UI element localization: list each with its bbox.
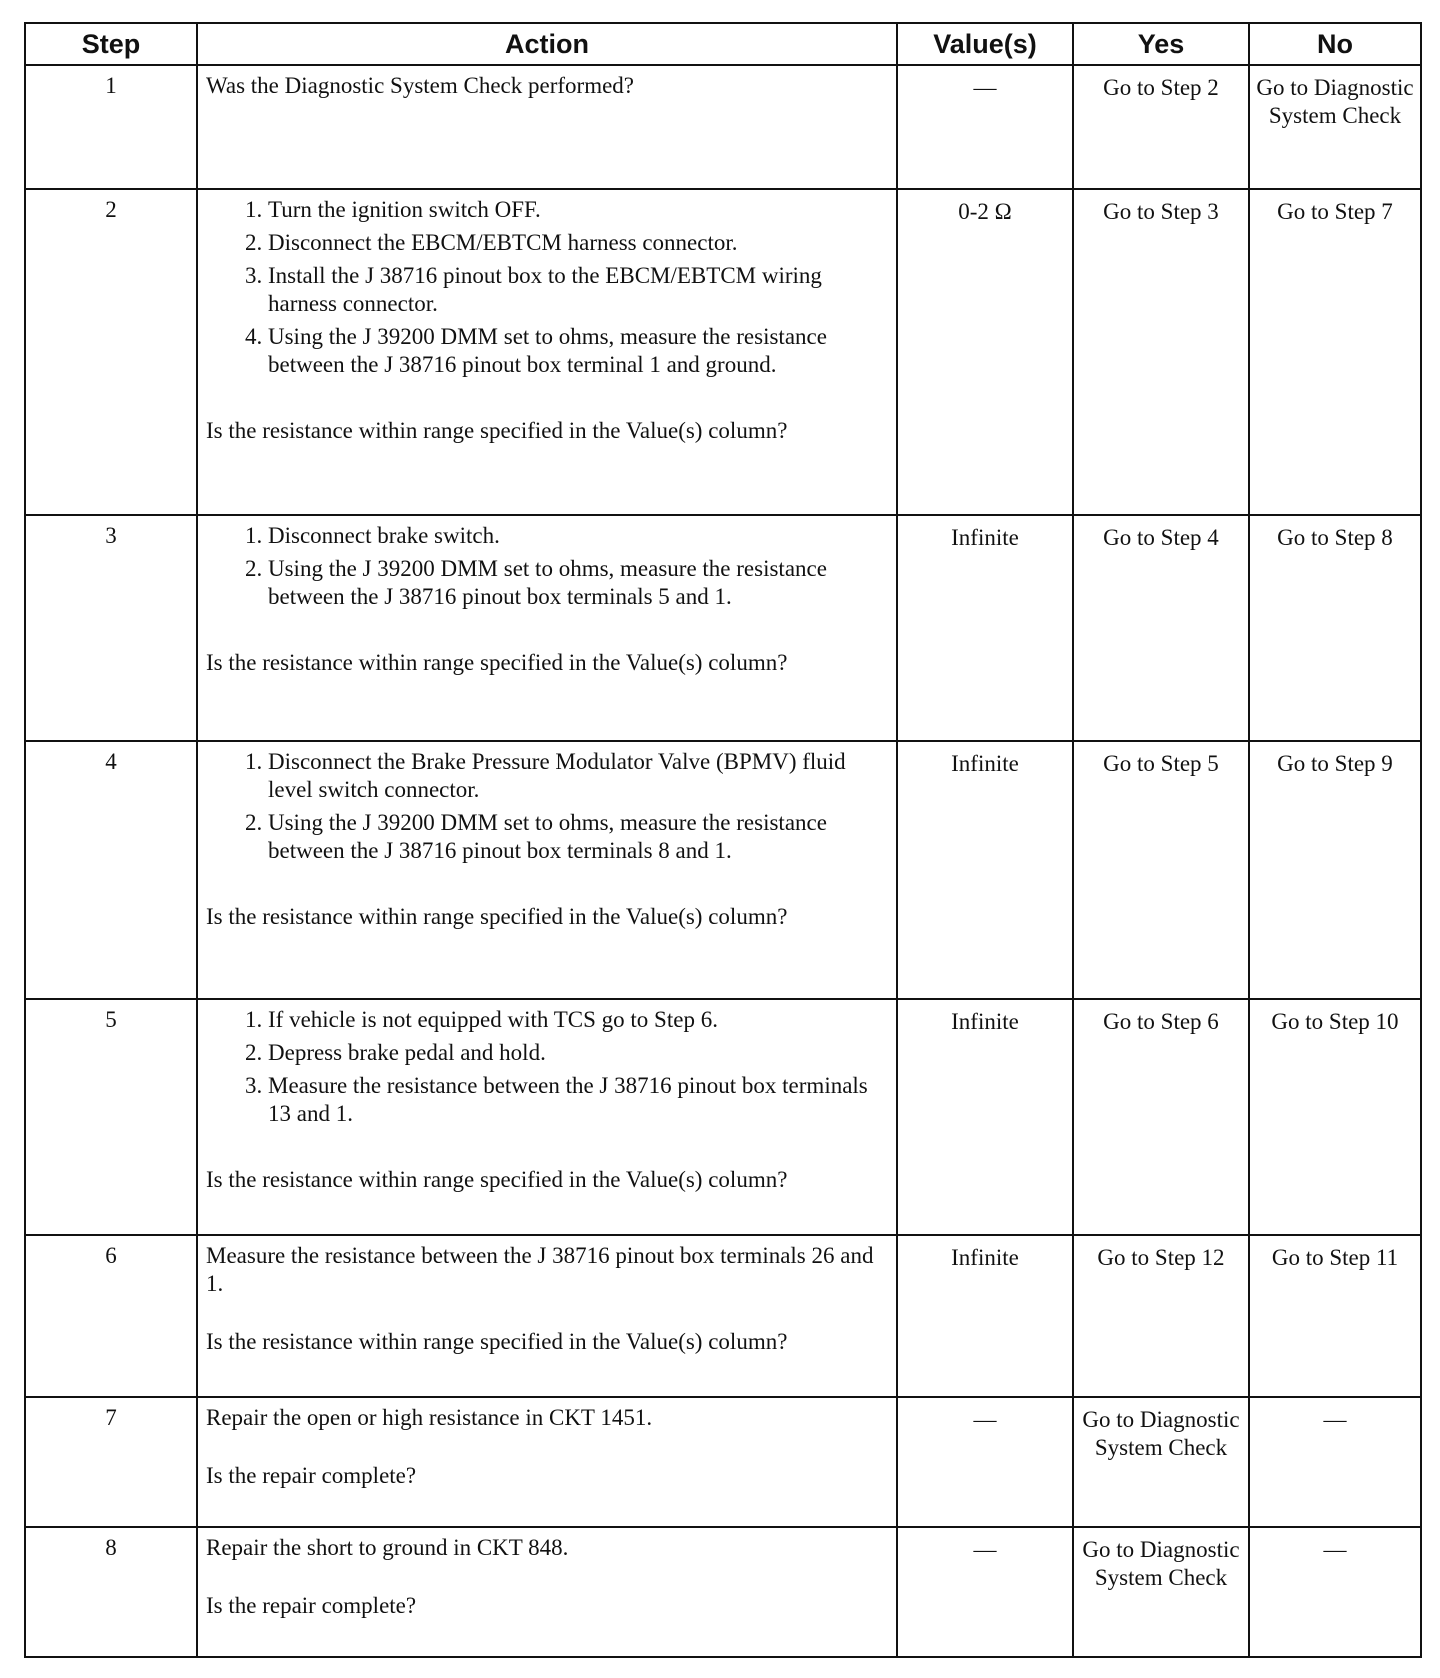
table-row xyxy=(25,741,1421,999)
action-cell xyxy=(197,1397,897,1527)
action-step: 4. Using the J 39200 DMM set to ohms, measure the resistance between the J 38716 pinout box terminal 1 and ground. xyxy=(268,323,888,379)
value-cell: — xyxy=(897,1397,1073,1527)
no-cell: Go to Step 11 xyxy=(1249,1235,1421,1397)
header-action: Action xyxy=(197,23,897,65)
action-steps-list xyxy=(206,1006,888,1128)
table-row xyxy=(25,1397,1421,1527)
action-cell xyxy=(197,1235,897,1397)
yes-cell: Go to Step 6 xyxy=(1073,999,1249,1235)
header-step: Step xyxy=(25,23,197,65)
action-steps-list xyxy=(206,196,888,379)
action-step: 1. Turn the ignition switch OFF. xyxy=(268,196,888,224)
yes-cell: Go to Diagnostic System Check xyxy=(1073,1527,1249,1657)
action-cell xyxy=(197,741,897,999)
action-step: 2. Using the J 39200 DMM set to ohms, measure the resistance between the J 38716 pinout box terminals 5 and 1. xyxy=(268,555,888,611)
header-values: Value(s) xyxy=(897,23,1073,65)
table-row xyxy=(25,189,1421,515)
table-row xyxy=(25,999,1421,1235)
action-question: Is the resistance within range specified in the Value(s) column? xyxy=(206,418,788,444)
action-text: Repair the short to ground in CKT 848. xyxy=(206,1535,569,1560)
action-text: Measure the resistance between the J 38716 pinout box terminals 26 and 1. xyxy=(206,1243,874,1297)
value-cell: Infinite xyxy=(897,1235,1073,1397)
action-cell xyxy=(197,65,897,189)
table-row xyxy=(25,515,1421,741)
action-cell xyxy=(197,999,897,1235)
action-text: Was the Diagnostic System Check performed? xyxy=(206,73,635,98)
action-question: Is the repair complete? xyxy=(206,1593,417,1619)
action-step: 2. Using the J 39200 DMM set to ohms, measure the resistance between the J 38716 pinout box terminals 8 and 1. xyxy=(268,809,888,865)
value-cell: Infinite xyxy=(897,999,1073,1235)
action-question: Is the repair complete? xyxy=(206,1463,417,1489)
yes-cell: Go to Step 2 xyxy=(1073,65,1249,189)
yes-cell: Go to Step 4 xyxy=(1073,515,1249,741)
action-question: Is the resistance within range specified in the Value(s) column? xyxy=(206,1167,788,1193)
diagnostic-table xyxy=(24,22,1422,1658)
value-cell: Infinite xyxy=(897,515,1073,741)
no-cell: — xyxy=(1249,1527,1421,1657)
step-number: 6 xyxy=(25,1235,197,1397)
header-row xyxy=(25,23,1421,65)
yes-cell: Go to Diagnostic System Check xyxy=(1073,1397,1249,1527)
action-step: 1. Disconnect brake switch. xyxy=(268,522,888,550)
header-no: No xyxy=(1249,23,1421,65)
diagnostic-page xyxy=(24,22,1420,1658)
action-steps-list xyxy=(206,522,888,611)
table-row xyxy=(25,1527,1421,1657)
no-cell: Go to Step 7 xyxy=(1249,189,1421,515)
step-number: 4 xyxy=(25,741,197,999)
no-cell: Go to Step 10 xyxy=(1249,999,1421,1235)
action-step: 1. Disconnect the Brake Pressure Modulator Valve (BPMV) fluid level switch connector. xyxy=(268,748,888,804)
no-cell: Go to Step 9 xyxy=(1249,741,1421,999)
action-question: Is the resistance within range specified in the Value(s) column? xyxy=(206,1329,788,1355)
no-cell: Go to Diagnostic System Check xyxy=(1249,65,1421,189)
value-cell: 0-2 Ω xyxy=(897,189,1073,515)
action-question: Is the resistance within range specified in the Value(s) column? xyxy=(206,904,788,930)
step-number: 7 xyxy=(25,1397,197,1527)
action-step: 1. If vehicle is not equipped with TCS go to Step 6. xyxy=(268,1006,888,1034)
action-cell xyxy=(197,515,897,741)
action-cell xyxy=(197,189,897,515)
action-text: Repair the open or high resistance in CKT 1451. xyxy=(206,1405,653,1430)
step-number: 8 xyxy=(25,1527,197,1657)
step-number: 3 xyxy=(25,515,197,741)
table-row xyxy=(25,65,1421,189)
action-cell xyxy=(197,1527,897,1657)
action-steps-list xyxy=(206,748,888,865)
value-cell: — xyxy=(897,65,1073,189)
header-yes: Yes xyxy=(1073,23,1249,65)
yes-cell: Go to Step 3 xyxy=(1073,189,1249,515)
table-row xyxy=(25,1235,1421,1397)
value-cell: — xyxy=(897,1527,1073,1657)
no-cell: Go to Step 8 xyxy=(1249,515,1421,741)
action-step: 3. Install the J 38716 pinout box to the EBCM/EBTCM wiring harness connector. xyxy=(268,262,888,318)
action-step: 2. Depress brake pedal and hold. xyxy=(268,1039,888,1067)
action-step: 3. Measure the resistance between the J 38716 pinout box terminals 13 and 1. xyxy=(268,1072,888,1128)
value-cell: Infinite xyxy=(897,741,1073,999)
action-step: 2. Disconnect the EBCM/EBTCM harness connector. xyxy=(268,229,888,257)
step-number: 2 xyxy=(25,189,197,515)
yes-cell: Go to Step 5 xyxy=(1073,741,1249,999)
step-number: 5 xyxy=(25,999,197,1235)
step-number: 1 xyxy=(25,65,197,189)
yes-cell: Go to Step 12 xyxy=(1073,1235,1249,1397)
action-question: Is the resistance within range specified in the Value(s) column? xyxy=(206,650,788,676)
no-cell: — xyxy=(1249,1397,1421,1527)
